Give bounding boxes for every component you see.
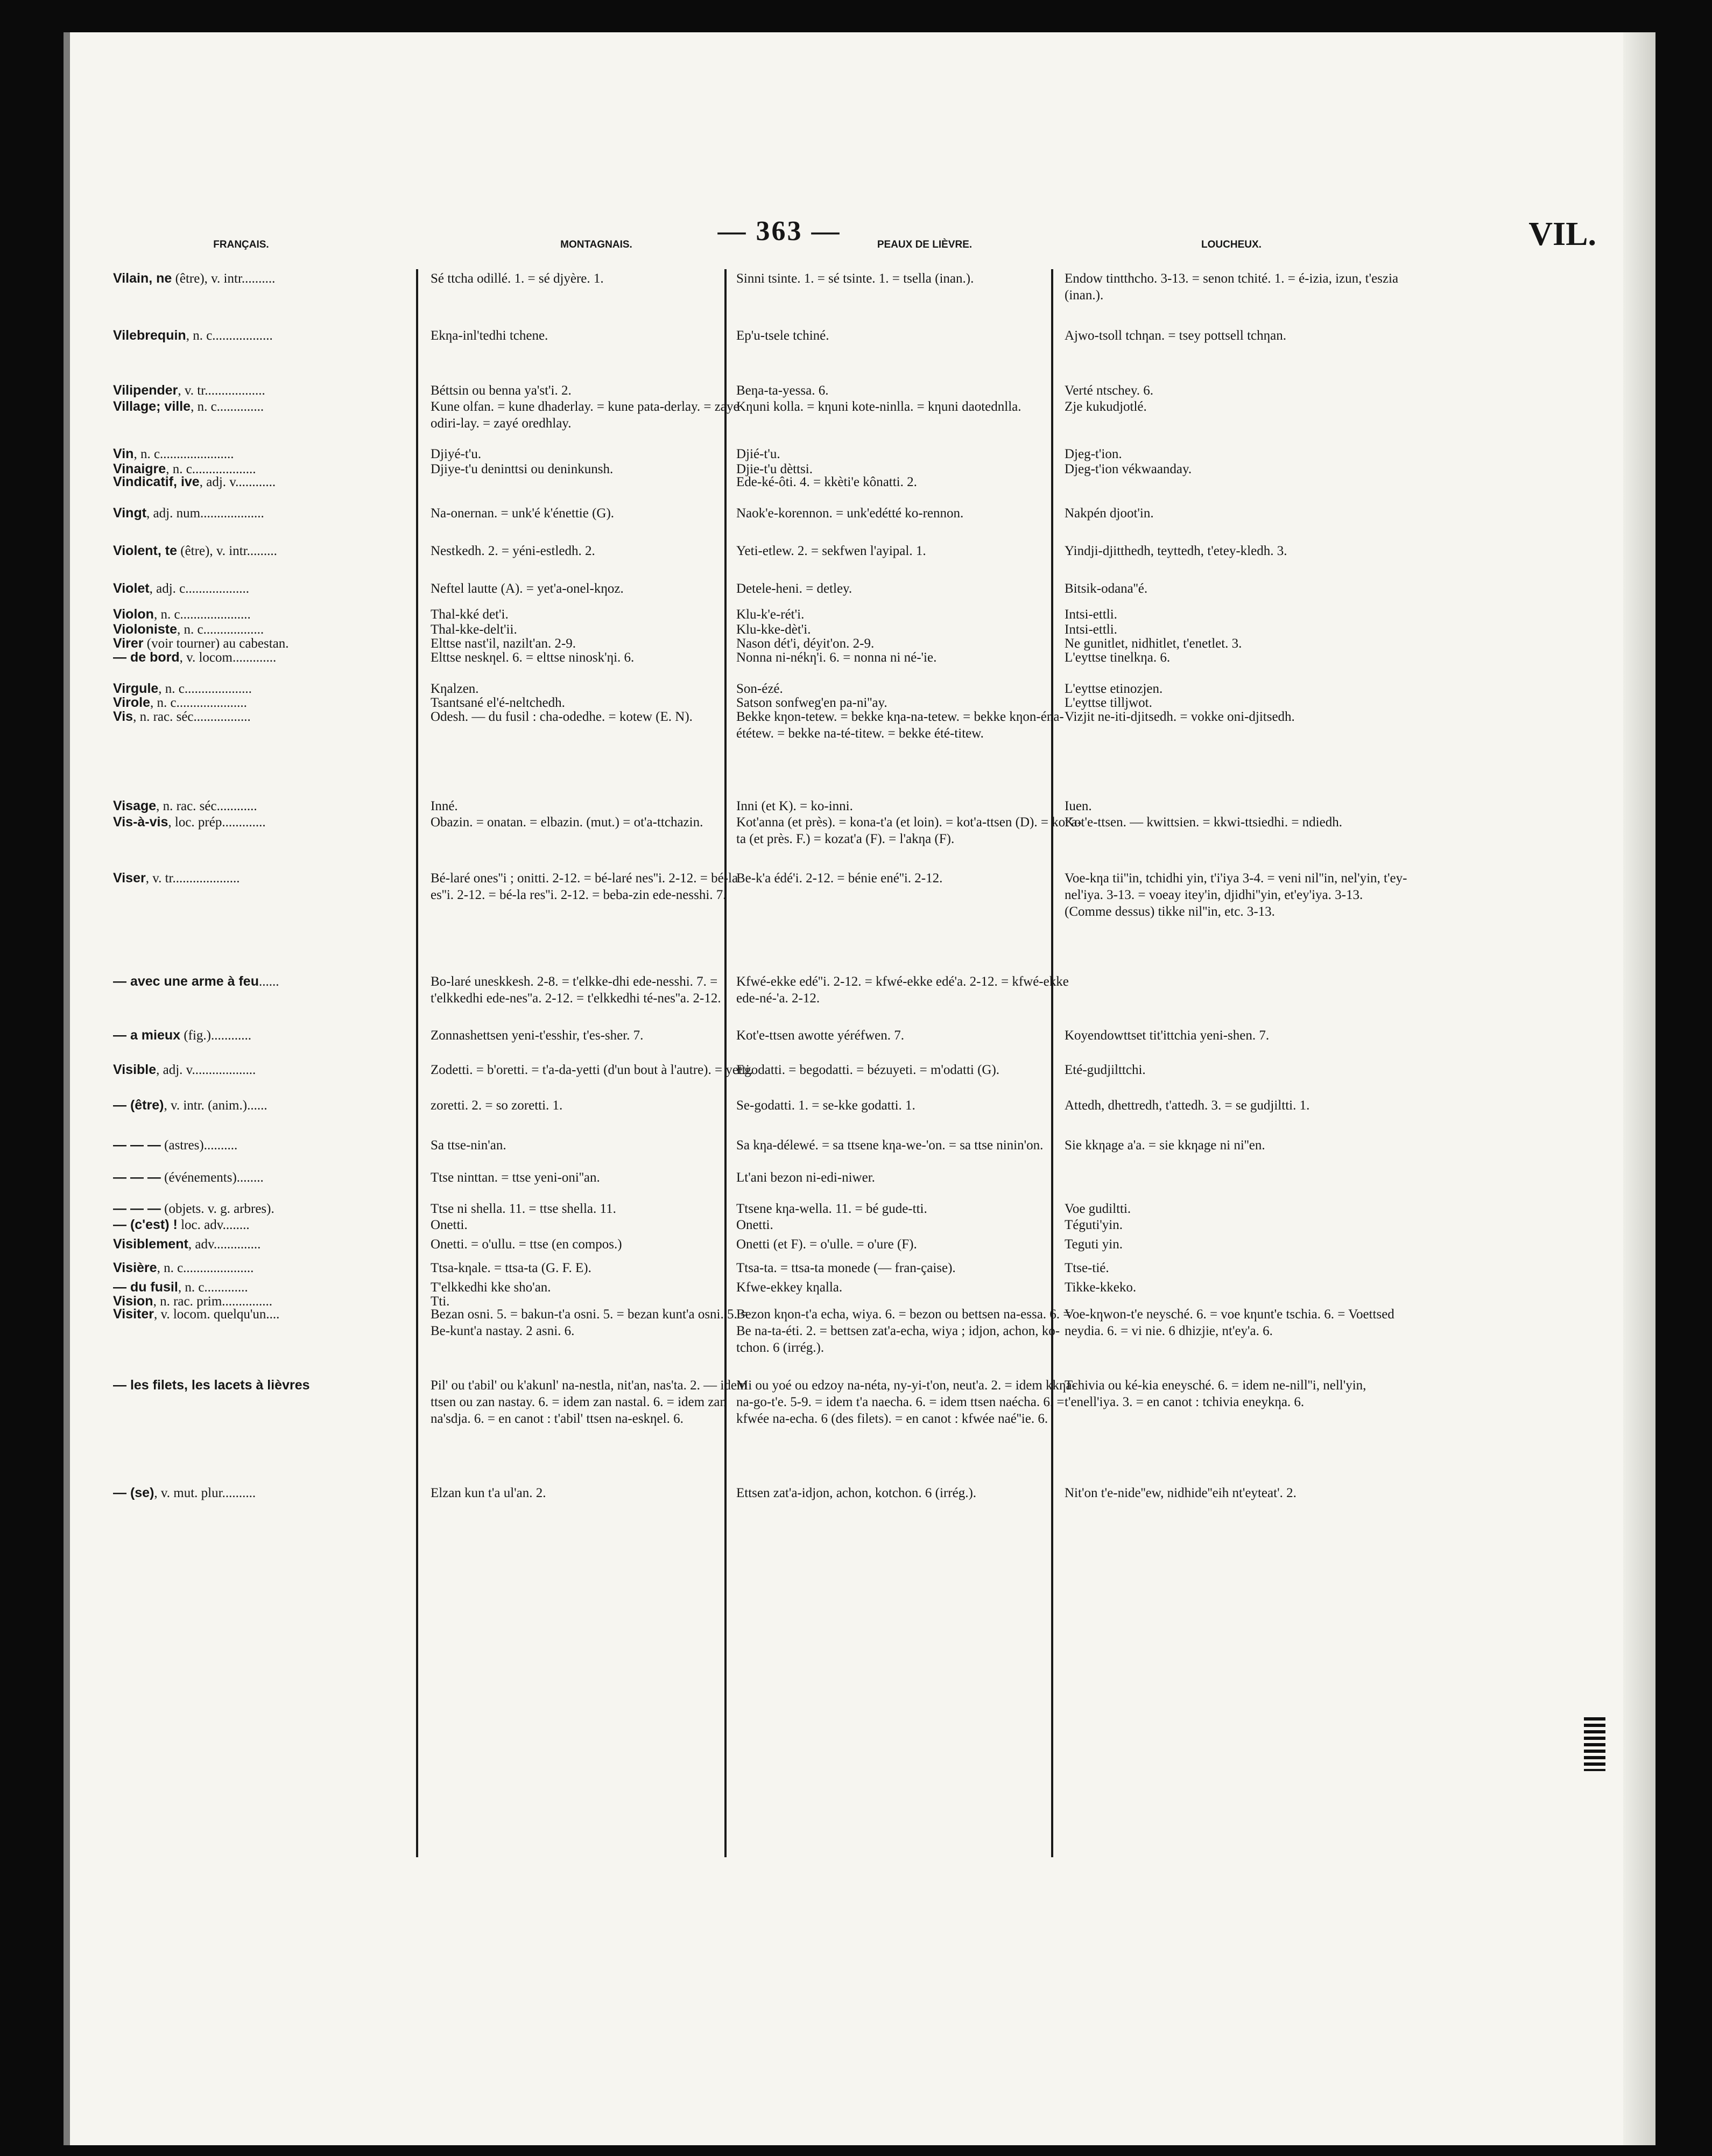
entry-peaux-de-lievre: Satson sonfweg'en pa-ni''ay.: [736, 696, 887, 710]
entry-grammar: ......: [258, 974, 279, 989]
entry-peaux-de-lievre: Bekke kƞon-tetew. = bekke kƞa-na-tetew. = bekke kƞon-éna-ététew. = bekke na-té-titew. = bekke été-titew.: [736, 710, 1064, 741]
entry-montagnais: Tsantsané el'é-neltchedh.: [431, 696, 565, 710]
entry-montagnais: Bezan osni. 5. = bakun-t'a osni. 5. = bezan kunt'a osni. 5. = Be-kunt'a nastay. 2 asni. 6.: [431, 1307, 749, 1338]
entry-loucheux: Nit'on t'e-nide''ew, nidhide''eih nt'eyteat'. 2.: [1065, 1486, 1297, 1500]
entry-headword: Vilain, ne: [113, 271, 172, 286]
entry-montagnais: Bé-laré ones''i ; onitti. 2-12. = bé-laré nes''i. 2-12. = bé-la es''i. 2-12. = bé-la res''i. 2-12. = beba-zin ede-nesshi. 7.: [431, 871, 738, 902]
entry-montagnais: Zonnashettsen yeni-t'esshir, t'es-sher. 7.: [431, 1028, 644, 1043]
entry-headword: Vilebrequin: [113, 328, 186, 343]
entry-peaux-de-lievre: Naok'e-korennon. = unk'edétté ko-rennon.: [736, 506, 964, 521]
entry-loucheux: Vizjit ne-iti-djitsedh. = vokke oni-djitsedh.: [1065, 710, 1295, 724]
entry-peaux-de-lievre: Ede-ké-ôti. 4. = kkèti'e kônatti. 2.: [736, 475, 917, 489]
entry-montagnais: Djiyé-t'u.: [431, 447, 482, 461]
entry-headword: Virgule: [113, 681, 159, 696]
entry-peaux-de-lievre: Ettsen zat'a-idjon, achon, kotchon. 6 (irrég.).: [736, 1486, 977, 1500]
entry-peaux-de-lievre: Kot'e-ttsen awotte yéréfwen. 7.: [736, 1028, 905, 1043]
entry-french: [113, 1485, 457, 1501]
entry-grammar: , n. rac. prim...............: [153, 1294, 273, 1309]
entry-montagnais: Odesh. — du fusil : cha-odedhe. = kotew (E. N).: [431, 710, 693, 724]
entry-french: [113, 543, 457, 559]
entry-peaux-de-lievre: Mi ou yoé ou edzoy na-néta, ny-yi-t'on, neut'a. 2. = idem kkƞa-na-go-t'e. 5-9. = idem t'a naecha. 6. = idem ttsen naécha. 6. = kfwée na-echa. 6 (des filets). = en canot : kfwée naé''ie. 6.: [736, 1378, 1076, 1426]
entry-grammar: , v. mut. plur..........: [154, 1486, 256, 1500]
entry-montagnais: Sé ttcha odillé. 1. = sé djyère. 1.: [431, 271, 604, 286]
entry-montagnais: Elttse nast'il, nazilt'an. 2-9.: [431, 636, 576, 651]
entry-montagnais: Pil' ou t'abil' ou k'akunl' na-nestla, nit'an, nas'ta. 2. — idem ttsen ou zan nastay. 6. = idem zan nastal. 6. = idem zan na'sdja. 6. = en canot : t'abil' ttsen na-eskƞel. 6.: [431, 1378, 748, 1426]
entry-french: [113, 1097, 457, 1114]
entry-headword: Vingt: [113, 505, 147, 521]
entry-montagnais: Elttse neskƞel. 6. = elttse ninosk'ƞi. 6.: [431, 650, 635, 665]
entry-peaux-de-lievre: Se-godatti. 1. = se-kke godatti. 1.: [736, 1098, 915, 1113]
entry-headword: Virole: [113, 695, 151, 710]
entry-headword: — de bord: [113, 650, 180, 665]
column-header-peaux-de-lievre: PEAUX DE LIÈVRE.: [877, 239, 973, 250]
entry-french: [113, 398, 457, 415]
entry-montagnais: Obazin. = onatan. = elbazin. (mut.) = ot'a-ttchazin.: [431, 815, 703, 830]
entry-loucheux: Nakpén djoot'in.: [1065, 506, 1154, 521]
entry-peaux-de-lievre: Egodatti. = begodatti. = bézuyeti. = m'odatti (G).: [736, 1063, 1000, 1077]
entry-loucheux: Attedh, dhettredh, t'attedh. 3. = se gudjiltti. 1.: [1065, 1098, 1310, 1113]
entry-french: [113, 1027, 457, 1044]
entry-loucheux: Yindji-djitthedh, teyttedh, t'etey-kledh. 3.: [1065, 544, 1287, 558]
entry-french: [113, 1200, 457, 1217]
entry-headword: Vis-à-vis: [113, 814, 168, 830]
entry-headword: — — —: [113, 1201, 161, 1216]
entry-peaux-de-lievre: Ttsa-ta. = ttsa-ta monede (— fran-çaise).: [736, 1261, 956, 1275]
entry-montagnais: Tti.: [431, 1294, 450, 1309]
entry-grammar: , n. c.....................: [153, 607, 251, 622]
entry-grammar: , adj. v...................: [156, 1063, 256, 1077]
entry-peaux-de-lievre: Klu-k'e-rét'i.: [736, 607, 805, 622]
entry-grammar: , adj. c...................: [149, 581, 250, 596]
entry-headword: — du fusil: [113, 1280, 178, 1295]
entry-montagnais: Ttse ninttan. = ttse yeni-oni''an.: [431, 1170, 600, 1185]
entry-headword: — (c'est) !: [113, 1217, 178, 1232]
entry-french: [113, 474, 457, 490]
entry-loucheux: L'eyttse etinozjen.: [1065, 682, 1163, 696]
entry-peaux-de-lievre: Bezon kƞon-t'a echa, wiya. 6. = bezon ou bettsen na-essa. 6. = Be na-ta-éti. 2. = bettsen zat'a-echa, wiya ; idjon, achon, ko-tchon. 6 (irrég.).: [736, 1307, 1071, 1355]
entry-headword: Violet: [113, 581, 150, 596]
entry-montagnais: T'elkkedhi kke sho'an.: [431, 1280, 551, 1295]
entry-headword: Vision: [113, 1294, 153, 1309]
column-header-francais: FRANÇAIS.: [213, 239, 269, 250]
entry-grammar: loc. adv........: [177, 1218, 250, 1232]
entry-grammar: , adv..............: [188, 1237, 261, 1252]
entry-grammar: , n. c....................: [158, 682, 252, 696]
entry-loucheux: Voe-kƞwon-t'e neysché. 6. = voe kƞunt'e tschia. 6. = Voettsed neydia. 6. = vi nie. 6 dhizjie, nt'ey'a. 6.: [1065, 1307, 1394, 1338]
entry-loucheux: Intsi-ettli.: [1065, 622, 1117, 637]
column-headers: [64, 239, 1655, 261]
entry-french: [113, 606, 457, 623]
entry-loucheux: Bitsik-odana''é.: [1065, 581, 1148, 596]
entry-headword: Visiter: [113, 1307, 154, 1322]
entry-french: [113, 1169, 457, 1186]
entry-peaux-de-lievre: Son-ézé.: [736, 682, 783, 696]
page-number: — 363 —: [717, 216, 841, 247]
entry-loucheux: Téguti'yin.: [1065, 1218, 1123, 1232]
entry-montagnais: Onetti. = o'ullu. = ttse (en compos.): [431, 1237, 622, 1252]
entry-peaux-de-lievre: Yeti-etlew. 2. = sekfwen l'ayipal. 1.: [736, 544, 926, 558]
entry-french: [113, 814, 457, 831]
entry-french: [113, 1306, 457, 1323]
entry-grammar: , v. tr....................: [145, 871, 240, 886]
entry-headword: — avec une arme à feu: [113, 974, 259, 989]
entry-headword: — — —: [113, 1170, 161, 1185]
entry-grammar: , n. rac. séc.................: [133, 710, 251, 724]
entry-loucheux: L'eyttse tilljwot.: [1065, 696, 1152, 710]
entry-french: [113, 1137, 457, 1154]
entry-french: [113, 1217, 457, 1233]
entry-grammar: , adj. v............: [199, 475, 276, 489]
entry-headword: Violent, te: [113, 543, 178, 558]
entry-loucheux: Intsi-ettli.: [1065, 607, 1117, 622]
entry-grammar: (objets. v. g. arbres).: [160, 1202, 274, 1216]
binding-mark: [1584, 1717, 1605, 1771]
entry-montagnais: Sa ttse-nin'an.: [431, 1138, 506, 1153]
entry-peaux-de-lievre: Detele-heni. = detley.: [736, 581, 853, 596]
entry-loucheux: Tikke-kkeko.: [1065, 1280, 1137, 1295]
entry-loucheux: Teguti yin.: [1065, 1237, 1123, 1252]
entry-grammar: (fig.)............: [180, 1028, 251, 1043]
entry-grammar: , n. c.............: [178, 1280, 248, 1295]
entry-peaux-de-lievre: Kƞuni kolla. = kƞuni kote-ninlla. = kƞuni daotednlla.: [736, 399, 1021, 414]
entry-headword: Vis: [113, 709, 133, 724]
entry-french: [113, 708, 457, 725]
entry-grammar: , v. locom.............: [179, 650, 277, 665]
entry-montagnais: Kune olfan. = kune dhaderlay. = kune pata-derlay. = zaye odiri-lay. = zayé oredhlay.: [431, 399, 739, 431]
entry-headword: Vindicatif, ive: [113, 474, 200, 489]
entry-french: [113, 973, 457, 990]
entry-loucheux: Voe-kƞa tii''in, tchidhi yin, t'i'iya 3-4. = veni nil''in, nel'yin, t'ey-nel'iya. 3-13. = voeay itey'in, djidhi''yin, et'ey'iya. 3-13. (Comme dessus) tikke nil''in, etc. 3-13.: [1065, 871, 1407, 919]
entry-loucheux: Iuen.: [1065, 799, 1092, 813]
entry-peaux-de-lievre: Kot'anna (et près). = kona-t'a (et loin). = kot'a-ttsen (D). = kot'a-ta (et près. F.) = kozat'a (F). = l'akƞa (F).: [736, 815, 1082, 846]
entry-montagnais: Ttsa-kƞale. = ttsa-ta (G. F. E).: [431, 1261, 591, 1275]
entry-peaux-de-lievre: Beƞa-ta-yessa. 6.: [736, 383, 829, 398]
entry-montagnais: Ttse ni shella. 11. = ttse shella. 11.: [431, 1202, 616, 1216]
entry-headword: — (être): [113, 1098, 164, 1113]
entry-peaux-de-lievre: Kfwe-ekkey kƞalla.: [736, 1280, 843, 1295]
entry-montagnais: Nestkedh. 2. = yéni-estledh. 2.: [431, 544, 595, 558]
entry-headword: Visage: [113, 798, 157, 813]
entry-headword: — — —: [113, 1137, 161, 1153]
scan-edge-left: [64, 32, 70, 2145]
entry-french: [113, 382, 457, 399]
entry-loucheux: Tchivia ou ké-kia eneysché. 6. = idem ne-nill''i, nell'yin, t'enell'iya. 3. = en canot : tchivia eneykƞa. 6.: [1065, 1378, 1366, 1409]
entry-grammar: (être), v. intr..........: [172, 271, 276, 286]
entry-headword: — a mieux: [113, 1028, 181, 1043]
entry-french: [113, 1062, 457, 1078]
entry-headword: Visiblement: [113, 1237, 188, 1252]
entry-peaux-de-lievre: Nason dét'i, déyit'on. 2-9.: [736, 636, 875, 651]
entry-grammar: (voir tourner) au cabestan.: [143, 636, 289, 651]
entry-peaux-de-lievre: Lt'ani bezon ni-edi-niwer.: [736, 1170, 875, 1185]
entry-french: [113, 649, 457, 666]
entry-montagnais: Na-onernan. = unk'é k'énettie (G).: [431, 506, 615, 521]
section-letters: VIL.: [1528, 216, 1596, 252]
entry-headword: — les filets, les lacets à lièvres: [113, 1378, 310, 1393]
entry-headword: Vin: [113, 446, 134, 461]
entry-peaux-de-lievre: Ep'u-tsele tchiné.: [736, 328, 829, 343]
entry-headword: Virer: [113, 636, 144, 651]
entry-montagnais: Inné.: [431, 799, 458, 813]
column-header-montagnais: MONTAGNAIS.: [560, 239, 632, 250]
entry-grammar: , n. c..................: [186, 328, 273, 343]
entry-grammar: (astres)..........: [160, 1138, 238, 1153]
entry-grammar: , n. c.....................: [157, 1261, 254, 1275]
entry-loucheux: Koyendowttset tit'ittchia yeni-shen. 7.: [1065, 1028, 1270, 1043]
entry-montagnais: Ekƞa-inl'tedhi tchene.: [431, 328, 548, 343]
entry-montagnais: Djiye-t'u deninttsi ou deninkunsh.: [431, 462, 614, 476]
entry-peaux-de-lievre: Inni (et K). = ko-inni.: [736, 799, 853, 813]
entry-loucheux: Zje kukudjotlé.: [1065, 399, 1147, 414]
entry-grammar: , n. c......................: [133, 447, 234, 461]
entry-loucheux: L'eyttse tinelkƞa. 6.: [1065, 650, 1171, 665]
entry-peaux-de-lievre: Onetti (et F). = o'ulle. = o'ure (F).: [736, 1237, 917, 1252]
entry-grammar: , v. intr. (anim.)......: [164, 1098, 267, 1113]
entry-peaux-de-lievre: Onetti.: [736, 1218, 773, 1232]
entry-grammar: (être), v. intr.........: [177, 544, 277, 558]
entry-headword: Viser: [113, 870, 146, 886]
entry-french: [113, 446, 457, 462]
entry-montagnais: Kƞalzen.: [431, 682, 479, 696]
entry-headword: Village; ville: [113, 399, 191, 414]
entry-loucheux: Eté-gudjilttchi.: [1065, 1063, 1146, 1077]
entry-peaux-de-lievre: Sa kƞa-délewé. = sa ttsene kƞa-we-'on. = sa ttse ninin'on.: [736, 1138, 1044, 1153]
entry-french: [113, 327, 457, 344]
entry-grammar: , n. c..................: [177, 622, 264, 637]
entry-peaux-de-lievre: Be-k'a édé'i. 2-12. = bénie ené''i. 2-12.: [736, 871, 943, 886]
entry-grammar: , loc. prép.............: [168, 815, 266, 830]
entry-peaux-de-lievre: Nonna ni-nékƞ'i. 6. = nonna ni né-'ie.: [736, 650, 937, 665]
entry-peaux-de-lievre: Klu-kke-dèt'i.: [736, 622, 811, 637]
entry-loucheux: Djeg-t'ion vékwaanday.: [1065, 462, 1192, 476]
column-header-loucheux: LOUCHEUX.: [1201, 239, 1262, 250]
entry-grammar: , n. c...................: [166, 462, 256, 476]
entry-montagnais: Thal-kke-delt'ii.: [431, 622, 517, 637]
entry-grammar: , v. tr..................: [178, 383, 265, 398]
entry-headword: Visible: [113, 1062, 157, 1077]
entry-loucheux: Kot'e-ttsen. — kwittsien. = kkwi-ttsiedhi. = ndiedh.: [1065, 815, 1342, 830]
entry-headword: Violoniste: [113, 622, 178, 637]
entry-loucheux: Ajwo-tsoll tchƞan. = tsey pottsell tchƞan.: [1065, 328, 1286, 343]
entry-peaux-de-lievre: Djie-t'u dèttsi.: [736, 462, 813, 476]
entry-headword: Vilipender: [113, 383, 178, 398]
entry-loucheux: Voe gudiltti.: [1065, 1202, 1131, 1216]
entry-french: [113, 1377, 457, 1394]
entry-french: [113, 1236, 457, 1253]
entry-peaux-de-lievre: Sinni tsinte. 1. = sé tsinte. 1. = tsella (inan.).: [736, 271, 974, 286]
entry-montagnais: Neftel lautte (A). = yet'a-onel-kƞoz.: [431, 581, 624, 596]
entry-montagnais: Thal-kké det'i.: [431, 607, 509, 622]
entry-montagnais: Onetti.: [431, 1218, 468, 1232]
entry-loucheux: Sie kkƞage a'a. = sie kkƞage ni ni''en.: [1065, 1138, 1265, 1153]
entry-french: [113, 270, 457, 287]
entry-grammar: , n. rac. séc............: [156, 799, 257, 813]
entry-loucheux: Endow tintthcho. 3-13. = senon tchité. 1. = é-izia, izun, t'eszia (inan.).: [1065, 271, 1399, 303]
entry-peaux-de-lievre: Djié-t'u.: [736, 447, 780, 461]
entry-french: [113, 798, 457, 814]
entry-headword: Vinaigre: [113, 461, 166, 476]
entry-french: [113, 580, 457, 597]
entry-grammar: , adj. num...................: [146, 506, 264, 521]
entry-grammar: , v. locom. quelqu'un....: [153, 1307, 280, 1322]
entry-headword: — (se): [113, 1485, 154, 1500]
entry-montagnais: zoretti. 2. = so zoretti. 1.: [431, 1098, 563, 1113]
entry-french: [113, 870, 457, 887]
dictionary-page: [64, 32, 1655, 2145]
entry-french: [113, 505, 457, 522]
entry-loucheux: Verté ntschey. 6.: [1065, 383, 1153, 398]
entry-headword: Violon: [113, 607, 154, 622]
entry-montagnais: Zodetti. = b'oretti. = t'a-da-yetti (d'un bout à l'autre). = yetti.: [431, 1063, 753, 1077]
entry-montagnais: Béttsin ou benna ya'st'i. 2.: [431, 383, 572, 398]
entry-grammar: (événements)........: [160, 1170, 264, 1185]
scan-edge-right: [1623, 32, 1655, 2145]
entry-peaux-de-lievre: Ttsene kƞa-wella. 11. = bé gude-tti.: [736, 1202, 927, 1216]
entry-peaux-de-lievre: Kfwé-ekke edé''i. 2-12. = kfwé-ekke edé'a. 2-12. = kfwé-ekke ede-né-'a. 2-12.: [736, 974, 1069, 1006]
entry-loucheux: Ne gunitlet, nidhitlet, t'enetlet. 3.: [1065, 636, 1242, 651]
entry-french: [113, 1260, 457, 1276]
entry-montagnais: Elzan kun t'a ul'an. 2.: [431, 1486, 546, 1500]
entry-montagnais: Bo-laré uneskkesh. 2-8. = t'elkke-dhi ede-nesshi. 7. = t'elkkedhi ede-nes''a. 2-12. = t'elkkedhi té-nes''a. 2-12.: [431, 974, 721, 1006]
entry-headword: Visière: [113, 1260, 157, 1275]
entry-grammar: , n. c.....................: [150, 696, 247, 710]
entry-grammar: , n. c..............: [191, 399, 264, 414]
entry-loucheux: Ttse-tié.: [1065, 1261, 1109, 1275]
entry-loucheux: Djeg-t'ion.: [1065, 447, 1122, 461]
